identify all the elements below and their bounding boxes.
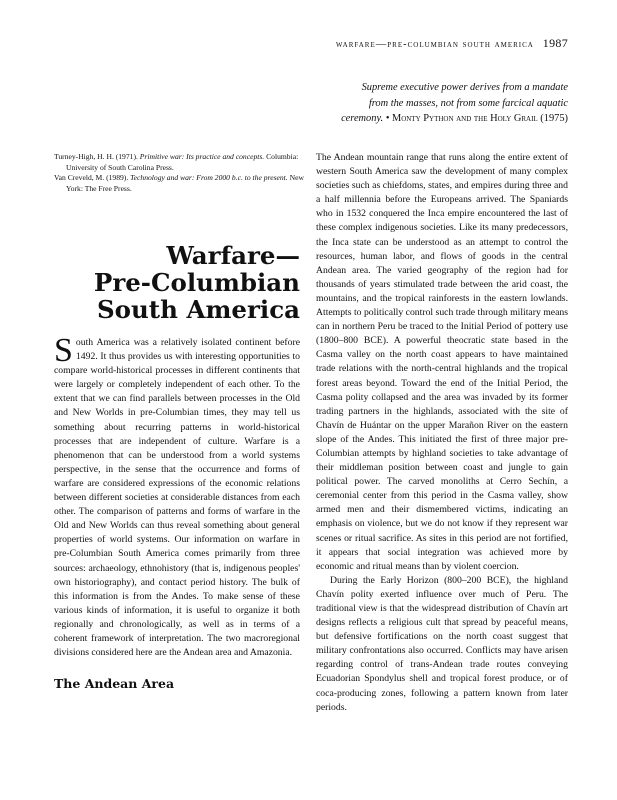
epigraph-attribution: Monty Python and the Holy Grail (1975) <box>391 113 568 124</box>
reference-rest: New York: The Free Press. <box>66 173 304 194</box>
running-title: warfare—pre-columbian south america <box>335 39 534 50</box>
article-title-line: Pre-Columbian <box>93 268 300 297</box>
andean-paragraph-2: During the Early Horizon (800–200 BCE), the highland Chavín polity exerted influence over much of Peru. The traditional view is that the widespread distribution of Chavín art designs reflects a religious cult that spread by peaceful means, but defensive fortifications on the north coast suggest that military confrontations also occurred. Conflicts may have arisen regarding control of trans-Andean trade routes conveying Ecuadorian Spondylus shell and tropical forest produce, or of coca-producing zones, following a pattern known from later periods. <box>316 574 568 713</box>
reference-title: Technology and war: From 2000 b.c. to the present. <box>130 173 288 183</box>
reference-item <box>54 173 306 194</box>
reference-authors: Van Creveld, M. (1989). <box>54 173 131 183</box>
running-header <box>286 36 568 51</box>
right-column <box>316 151 568 715</box>
reference-title: Primitive war: Its practice and concepts. <box>139 152 265 161</box>
article-title <box>54 242 300 323</box>
andean-paragraph-1: The Andean mountain range that runs along the entire extent of western South America saw the development of many complex societies such as chiefdoms, states, and empires during three and a half millennia before the Europeans arrived. The Spaniards who in 1532 conquered the Inca empire encountered the last of these complex indigenous societies. Like its many predecessors, the Inca state can be understood as an attempt to control the resources, human labor, and flows of goods in the central Andean area. The varied geography of the region had for thousands of years stimulated trade between the arid coast, the mountains, and the tropical rainforests in the eastern lowlands. Attempts to politically control such trade through military means can in northern Peru be traced to the Initial Period of pottery use (1800–800 BCE). A powerful theocratic state based in the Casma valley on the north coast appears to have maintained trade relations with the north-central highlands and the tropical forest areas beyond. Toward the end of the Initial Period, the Casma polity collapsed and the area was invaded by its former trading partners in the highlands, associated with the site of Chavín de Huántar on the upper Marañon River on the eastern slope of the Andes. This initiated the first of three major pre-Columbian attempts by highland societies to take advantage of their middleman position between coast and jungle to gain political power. The carved monoliths at Cerro Sechín, a ceremonial center from this period in the Casma valley, show armed men and their dismembered victims, indicating an emphasis on violence, but we do not know if they represent war scenes or ritual sacrifice. As sites in this period are not fortified, it appears that social integration was achieved more by economic and ritual means than by violent coercion. <box>316 152 568 572</box>
page-number: 1987 <box>542 36 568 50</box>
reference-item <box>54 152 306 173</box>
drop-cap: S <box>54 332 73 369</box>
left-column <box>54 332 300 694</box>
epigraph-quote: Supreme executive power derives from a mandate from the masses, not from some farcical aquatic ceremony. <box>341 82 568 124</box>
article-title-line: Warfare— <box>166 241 300 270</box>
intro-text: outh America was a relatively isolated continent before 1492. It thus provides us with interesting opportunities to compare world-historical processes in different continents that were largely or completely independent of each other. To the extent that we can find parallels between processes in the Old and New Worlds in pre-Columbian times, they may tell us something about recurring patterns in world-historical processes that are independent of culture. Warfare is a phenomenon that can be understood from a world systems perspective, in the sense that the occurrence and forms of warfare are considered expressions of the economic relations between different societies at considerable distances from each other. The comparison of patterns and forms of warfare in the Old and New Worlds can thus reveal something about general properties of world systems. Our information on warfare in pre-Columbian South America comes primarily from three sources: archaeology, ethnohistory (that is, indigenous peoples' own historiography), and contact period history. The bulk of this information is from the Andes. To make sense of these various kinds of information, it is useful to organize it both regionally and chronologically, as well as in terms of a coherent framework of interpretation. The two macroregional divisions considered here are the Andean area and Amazonia. <box>54 337 300 659</box>
epigraph-bullet: • <box>385 113 390 124</box>
reference-rest: Columbia: University of South Carolina Press. <box>66 152 299 172</box>
epigraph <box>340 80 568 127</box>
reference-authors: Turney-High, H. H. (1971). <box>54 152 140 161</box>
intro-paragraph <box>54 332 300 660</box>
reference-list <box>54 152 306 195</box>
section-heading: The Andean Area <box>54 676 175 692</box>
article-title-line: South America <box>96 295 300 324</box>
